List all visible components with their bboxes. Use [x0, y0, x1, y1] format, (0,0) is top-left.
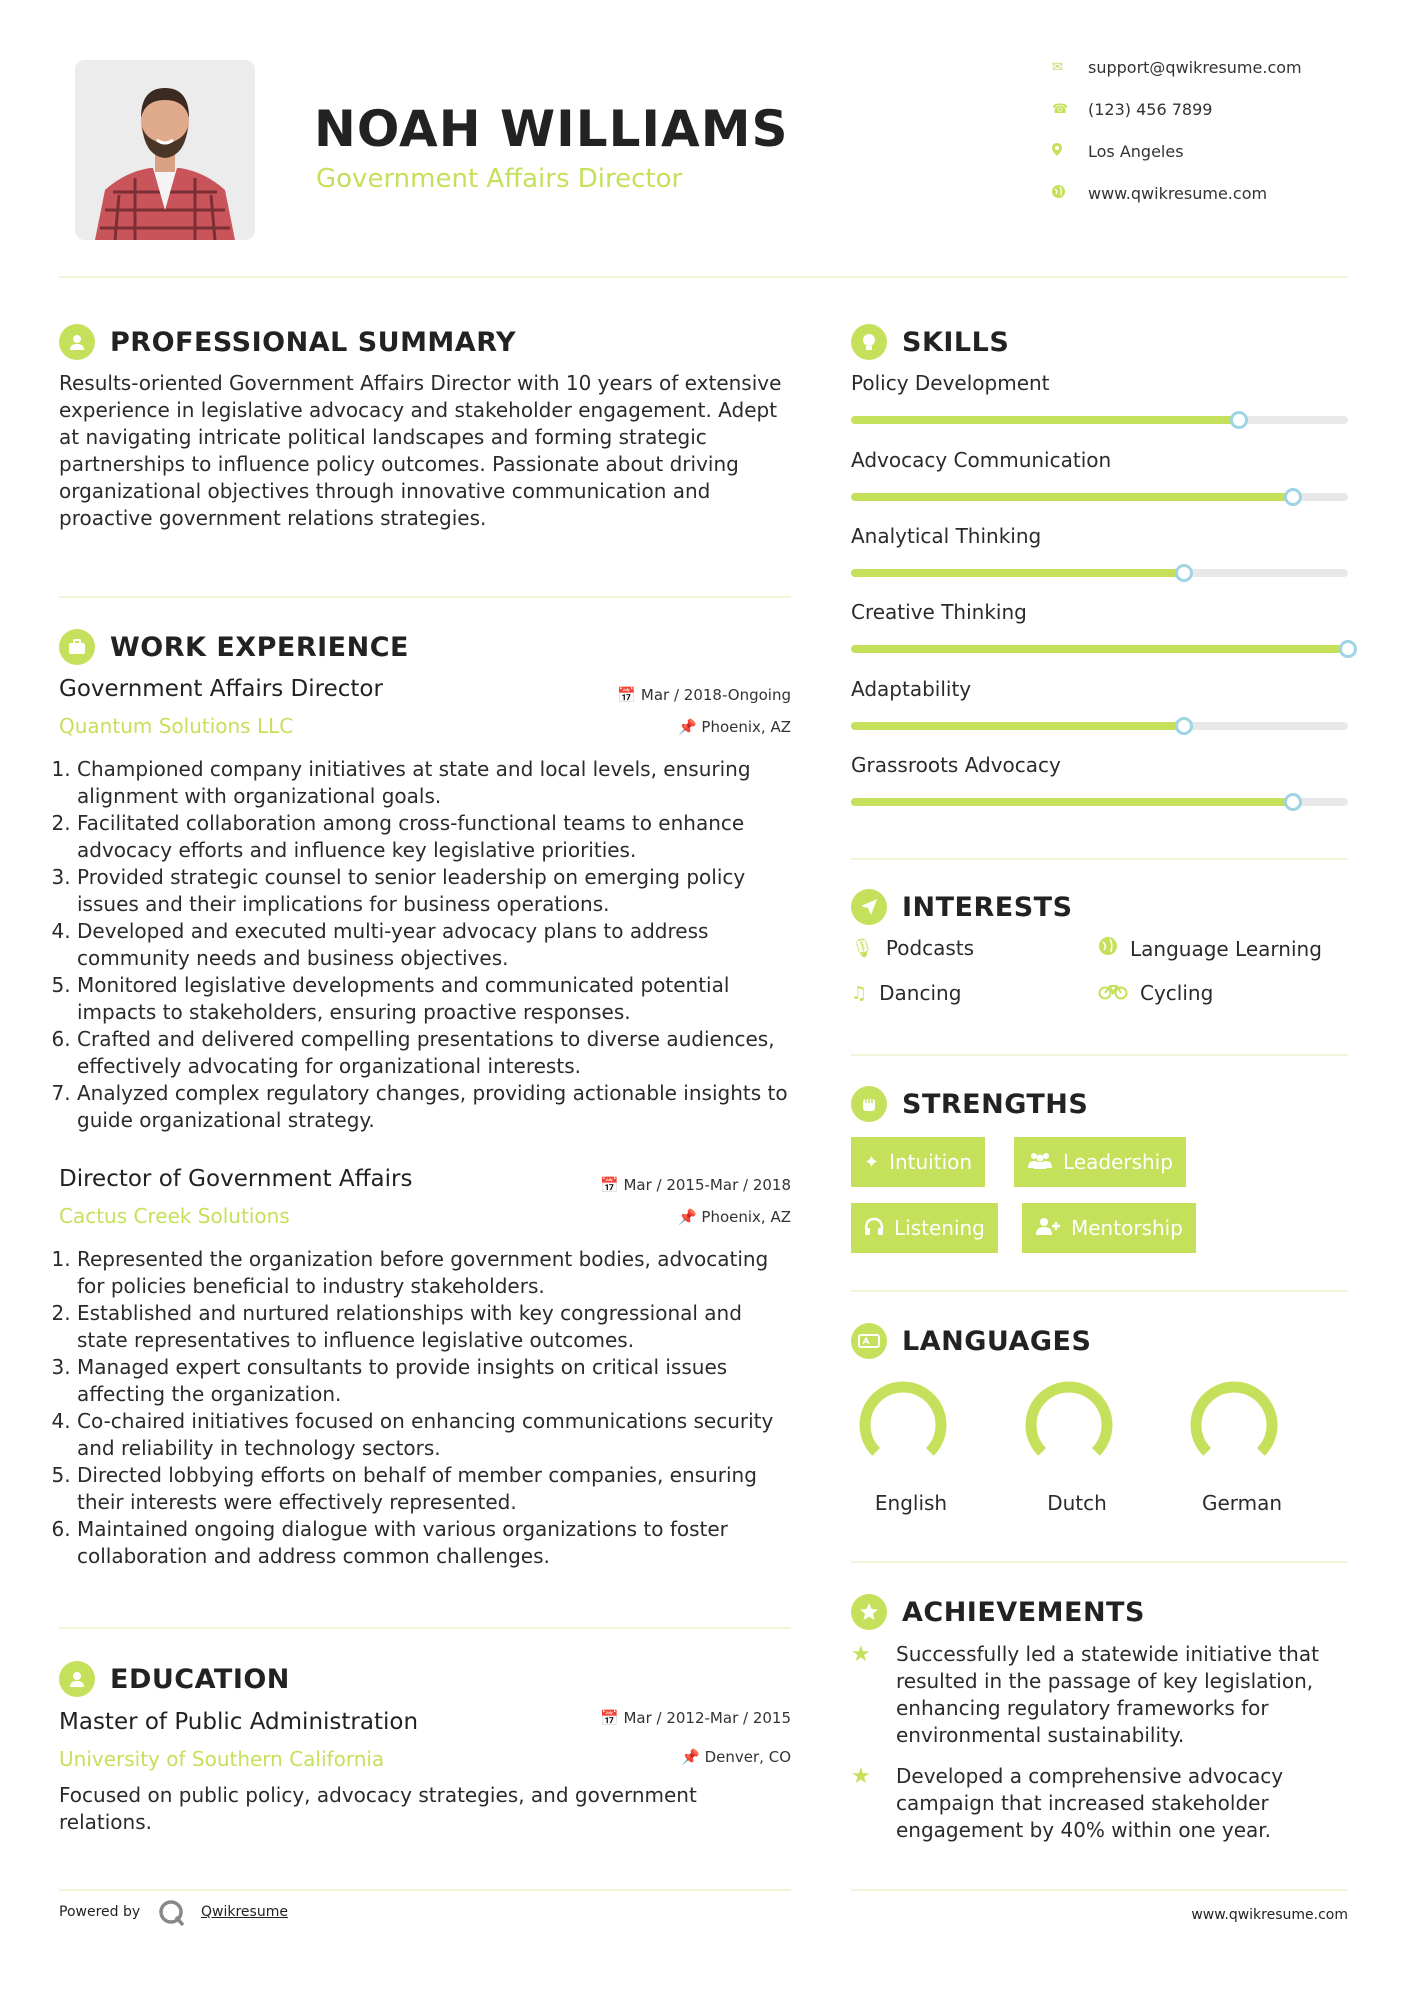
achievements-title: ACHIEVEMENTS — [902, 1596, 1145, 1628]
job-dates: 📅 Mar / 2018-Ongoing — [617, 686, 791, 704]
magic-wand-icon: ✦ — [864, 1151, 880, 1173]
list-item: 2. Facilitated collaboration among cross-functional teams to enhance advocacy efforts and influence key legislative priorities. — [77, 810, 791, 864]
skill-label: Adaptability — [851, 677, 972, 701]
contact-website[interactable] — [1052, 184, 1352, 203]
graduation-icon — [59, 1661, 95, 1697]
translate-icon — [851, 1323, 887, 1359]
skill-bar — [851, 416, 1348, 424]
summary-title: PROFESSIONAL SUMMARY — [110, 326, 517, 358]
microphone-icon: 🎙 — [851, 937, 874, 959]
language-label: Dutch — [1047, 1491, 1107, 1515]
contact-phone[interactable] — [1052, 100, 1352, 119]
skill-bar — [851, 798, 1348, 806]
powered-by-label: Powered by — [59, 1904, 141, 1920]
skill-bar — [851, 722, 1348, 730]
briefcase-icon — [59, 629, 95, 665]
phone-icon: ☎ — [1052, 102, 1069, 117]
user-icon — [59, 324, 95, 360]
summary-divider — [59, 596, 791, 598]
qwikresume-link[interactable]: Qwikresume — [201, 1904, 288, 1920]
language-ring-german — [1196, 1387, 1272, 1452]
education-location: 📌 Denver, CO — [681, 1748, 791, 1766]
strengths-title: STRENGTHS — [902, 1088, 1089, 1120]
headphones-icon — [864, 1217, 884, 1240]
globe-icon — [1052, 185, 1088, 202]
language-label: English — [874, 1491, 948, 1515]
languages-title: LANGUAGES — [902, 1325, 1092, 1357]
contact-location — [1052, 142, 1352, 161]
skill-bar-fill — [851, 722, 1184, 730]
strengths-divider — [851, 1290, 1348, 1292]
paper-plane-icon — [851, 889, 887, 925]
languages-heading — [851, 1323, 1091, 1359]
bicycle-icon — [1098, 982, 1128, 1005]
job-duties-list — [59, 756, 791, 1134]
interest-item: Cycling — [1098, 981, 1213, 1005]
list-item: 4. Developed and executed multi-year advocacy plans to address community needs and business objectives. — [77, 918, 791, 972]
skill-label: Policy Development — [851, 371, 1050, 395]
candidate-name: NOAH WILLIAMS — [314, 100, 789, 158]
qwikresume-logo-icon — [158, 1899, 186, 1931]
job-duties-list — [59, 1246, 791, 1570]
skill-bar-fill — [851, 798, 1293, 806]
avatar — [75, 60, 255, 240]
education-dates: 📅 Mar / 2012-Mar / 2015 — [599, 1709, 791, 1727]
skills-divider — [851, 858, 1348, 860]
skill-bar-knob — [1284, 793, 1302, 811]
achievements-heading — [851, 1594, 1145, 1630]
pin-icon: 📌 — [677, 718, 697, 736]
interest-item: Language Learning — [1098, 936, 1322, 961]
list-item: 1. Championed company initiatives at state and local levels, ensuring alignment with organizational goals. — [77, 756, 791, 810]
summary-text: Results-oriented Government Affairs Director with 10 years of extensive experience in legislative advocacy and stakeholder engagement. Adept at navigating intricate political landscapes and forming strategic partnerships to influence policy outcomes. Passionate about driving organizational objectives through innovative communication and proactive government relations strategies. — [59, 371, 782, 530]
skill-label: Creative Thinking — [851, 600, 1027, 624]
contact-email[interactable] — [1052, 58, 1352, 77]
interests-divider — [851, 1054, 1348, 1056]
list-item: 6. Maintained ongoing dialogue with various organizations to foster collaboration and address common challenges. — [77, 1516, 791, 1570]
list-item: 7. Analyzed complex regulatory changes, providing actionable insights to guide organizational strategy. — [77, 1080, 791, 1134]
skill-bar — [851, 569, 1348, 577]
skill-bar-knob — [1175, 717, 1193, 735]
skill-bar-fill — [851, 493, 1293, 501]
job-dates: 📅 Mar / 2015-Mar / 2018 — [599, 1176, 791, 1194]
music-note-icon: ♫ — [851, 982, 868, 1004]
star-icon — [851, 1594, 887, 1630]
list-item: 4. Co-chaired initiatives focused on enhancing communications security and reliability in technology sectors. — [77, 1408, 791, 1462]
summary-heading — [59, 324, 516, 360]
strength-tag: Listening — [851, 1203, 998, 1253]
education-title: EDUCATION — [110, 1663, 290, 1695]
strength-tag: Leadership — [1014, 1137, 1186, 1187]
pin-icon: 📌 — [677, 1208, 697, 1226]
skill-bar-fill — [851, 569, 1184, 577]
degree-title: Master of Public Administration — [59, 1709, 419, 1735]
contact-website-text: www.qwikresume.com — [1088, 184, 1268, 203]
job-company: Cactus Creek Solutions — [59, 1204, 290, 1228]
languages-rings — [851, 1375, 1311, 1485]
strength-tag: ✦ Intuition — [851, 1137, 985, 1187]
achievement-text: Successfully led a statewide initiative that resulted in the passage of key legislation, enhancing regulatory frameworks for environmental sustainability. — [896, 1642, 1319, 1747]
calendar-icon: 📅 — [599, 1709, 619, 1727]
education-divider — [59, 1889, 791, 1891]
calendar-icon: 📅 — [599, 1176, 619, 1194]
list-item: 5. Monitored legislative developments and communicated potential impacts to stakeholders, ensuring proactive responses. — [77, 972, 791, 1026]
header-divider — [59, 276, 1348, 278]
skill-bar-knob — [1284, 488, 1302, 506]
strength-tag: Mentorship — [1022, 1203, 1196, 1253]
skill-label: Grassroots Advocacy — [851, 753, 1061, 777]
language-ring-dutch — [1031, 1387, 1107, 1452]
pin-icon: 📌 — [681, 1748, 700, 1766]
star-icon: ★ — [851, 1764, 871, 1789]
achievements-divider — [851, 1889, 1348, 1891]
skill-bar-knob — [1230, 411, 1248, 429]
footer-website[interactable]: www.qwikresume.com — [1191, 1907, 1348, 1923]
user-plus-icon — [1035, 1217, 1061, 1240]
interests-heading — [851, 889, 1073, 925]
interest-item: 🎙 Podcasts — [851, 936, 975, 960]
job-title: Director of Government Affairs — [59, 1166, 413, 1192]
globe-icon — [1098, 936, 1118, 961]
job-location: 📌 Phoenix, AZ — [677, 1208, 791, 1226]
skill-bar — [851, 493, 1348, 501]
candidate-title: Government Affairs Director — [316, 164, 683, 194]
contact-email-text: support@qwikresume.com — [1088, 58, 1302, 77]
list-item: 2. Established and nurtured relationships with key congressional and state representatives to influence legislative outcomes. — [77, 1300, 791, 1354]
language-label: German — [1201, 1491, 1283, 1515]
achievement-text: Developed a comprehensive advocacy campaign that increased stakeholder engagement by 40% within one year. — [896, 1764, 1284, 1842]
education-heading — [59, 1661, 290, 1697]
skill-bar — [851, 645, 1348, 653]
contact-phone-text: (123) 456 7899 — [1088, 100, 1213, 119]
interest-item: ♫ Dancing — [851, 981, 962, 1005]
job-company: Quantum Solutions LLC — [59, 714, 294, 738]
skill-label: Analytical Thinking — [851, 524, 1042, 548]
list-item: 3. Provided strategic counsel to senior leadership on emerging policy issues and their implications for business operations. — [77, 864, 791, 918]
list-item: 5. Directed lobbying efforts on behalf of member companies, ensuring their interests were effectively represented. — [77, 1462, 791, 1516]
calendar-icon: 📅 — [617, 686, 637, 704]
list-item: 1. Represented the organization before government bodies, advocating for policies beneficial to industry stakeholders. — [77, 1246, 791, 1300]
experience-title: WORK EXPERIENCE — [110, 631, 409, 663]
job-title: Government Affairs Director — [59, 676, 383, 702]
fist-icon — [851, 1086, 887, 1122]
skill-label: Advocacy Communication — [851, 448, 1112, 472]
contact-location-text: Los Angeles — [1088, 142, 1184, 161]
skill-bar-knob — [1339, 640, 1357, 658]
education-description: Focused on public policy, advocacy strategies, and government relations. — [59, 1783, 697, 1834]
skills-heading — [851, 324, 1009, 360]
achievement-item — [851, 1641, 1348, 1749]
languages-divider — [851, 1561, 1348, 1563]
achievement-item — [851, 1763, 1348, 1844]
lightbulb-icon — [851, 324, 887, 360]
interests-title: INTERESTS — [902, 891, 1073, 923]
school-name: University of Southern California — [59, 1747, 385, 1771]
skill-bar-knob — [1175, 564, 1193, 582]
group-icon — [1027, 1151, 1053, 1174]
skill-bar-fill — [851, 645, 1348, 653]
skill-bar-fill — [851, 416, 1239, 424]
list-item: 6. Crafted and delivered compelling presentations to diverse audiences, effectively advocating for organizational interests. — [77, 1026, 791, 1080]
strengths-heading — [851, 1086, 1088, 1122]
skills-title: SKILLS — [902, 326, 1010, 358]
experience-divider — [59, 1627, 791, 1629]
mail-icon: ✉ — [1052, 60, 1063, 75]
experience-heading — [59, 629, 409, 665]
location-icon — [1052, 143, 1088, 160]
language-ring-english — [865, 1387, 941, 1452]
list-item: 3. Managed expert consultants to provide insights on critical issues affecting the organization. — [77, 1354, 791, 1408]
star-icon: ★ — [851, 1642, 871, 1667]
job-location: 📌 Phoenix, AZ — [677, 718, 791, 736]
